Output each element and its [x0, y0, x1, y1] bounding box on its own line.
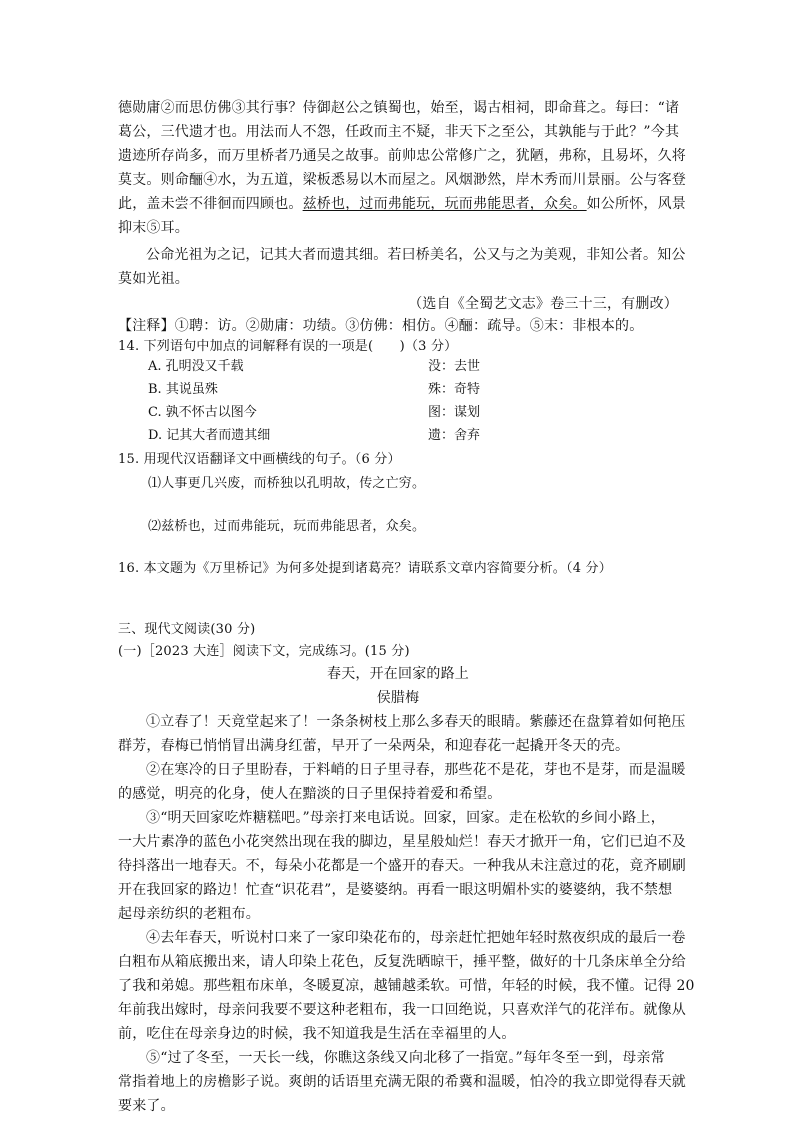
- passage-line: 莫支。则命酾④水，为五道，梁板悉易以木而屋之。风烟渺然，岸木秀而川景丽。公与客登: [118, 172, 686, 188]
- essay-title: 春天，开在回家的路上: [327, 666, 469, 682]
- passage-line: 德勋庸②而思仿佛③其行事？侍御赵公之镇蜀也，始至，谒古相祠，即命葺之。每曰：“诸: [118, 100, 680, 116]
- essay-line: 了我和弟媳。那些粗布床单，冬暖夏凉，越铺越柔软。可惜，年轻的时候，我不懂。记得 20: [118, 978, 695, 994]
- notes: 【注释】①聘：访。②勋庸：功绩。③仿佛：相仿。④酾：疏导。⑤末：非根本的。: [118, 318, 644, 334]
- essay-line: ⑤“过了冬至，一天长一线，你瞧这条线又向北移了一指宽。”每年冬至一到，母亲常: [146, 1050, 665, 1066]
- passage-text: 如公所怀，风景: [586, 196, 687, 212]
- question-15-item-1: ⑴人事更几兴废，而桥独以孔明故，传之亡穷。: [148, 476, 426, 491]
- question-16-stem: 16. 本文题为《万里桥记》为何多处提到诸葛亮？请联系文章内容简要分析。（4 分）: [118, 561, 612, 576]
- essay-author: 侯腊梅: [376, 690, 420, 706]
- passage-line: 遗迹所存尚多，而万里桥者乃通吴之故事。前帅忠公常修广之，犹陋，弗称，且易坏，久将: [118, 148, 686, 164]
- question-14-stem: 14. 下列语句中加点的词解释有误的一项是( )（3 分）: [118, 339, 458, 354]
- essay-line: 起母亲纺织的老粗布。: [118, 906, 260, 922]
- essay-line: ②在寒冷的日子里盼春，于料峭的日子里寻春，那些花不是花，芽也不是芽，而是温暖: [146, 762, 686, 778]
- option-b: B. 其说虽殊: [148, 382, 218, 397]
- essay-line: 的感觉，明亮的化身，使人在黯淡的日子里保持着爱和希望。: [118, 786, 502, 802]
- option-b-gloss: 殊：奇特: [428, 382, 481, 397]
- section-heading: 三、现代文阅读(30 分): [118, 622, 256, 637]
- essay-line: 白粗布从箱底搬出来，请人印染上花色，反复洗晒晾干，捶平整，做好的十几条床单全分给: [118, 954, 686, 970]
- passage-line: 抑末⑤耳。: [118, 220, 189, 236]
- underlined-sentence: 兹桥也，过而弗能玩，玩而弗能思者，众矣。: [302, 196, 587, 212]
- essay-line: 群芳，春梅已悄悄冒出满身红蕾，早开了一朵两朵，和迎春花一起撬开冬天的壳。: [118, 738, 630, 754]
- essay-line: 开在我回家的路边！忙查“识花君”，是婆婆纳。再看一眼这明媚朴实的婆婆纳，我不禁想: [118, 882, 673, 898]
- passage-text: 此，盖未尝不徘徊而四顾也。: [118, 196, 303, 212]
- option-c-gloss: 图：谋划: [428, 405, 481, 420]
- essay-line: 年前我出嫁时，母亲问我要不要这种老粗布，我一口回绝说，只喜欢洋气的花洋布。就像从: [118, 1002, 686, 1018]
- option-c: C. 孰不怀古以图今: [148, 405, 257, 420]
- essay-line: 待抖落出一地春天。不，每朵小花都是一个盛开的春天。一种我从未注意过的花，竟齐刷刷: [118, 858, 686, 874]
- option-a-gloss: 没：去世: [428, 359, 481, 374]
- essay-line: 要来了。: [118, 1098, 175, 1114]
- passage-paragraph: 公命光祖为之记，记其大者而遗其细。若曰桥美名，公又与之为美观，非知公者。知公: [146, 247, 686, 263]
- essay-line: ④去年春天，听说村口来了一家印染花布的，母亲赶忙把她年轻时熬夜织成的最后一卷: [146, 930, 686, 946]
- option-d: D. 记其大者而遗其细: [148, 428, 271, 443]
- passage-line: [118, 192, 687, 216]
- essay-line: 常指着地上的房檐影子说。爽朗的话语里充满无限的希冀和温暖，怕冷的我立即觉得春天就: [118, 1074, 686, 1090]
- essay-line: ③“明天回家吃炸糖糕吧。”母亲打来电话说。回家，回家。走在松软的乡间小路上，: [146, 810, 665, 826]
- essay-line: 一大片素净的蓝色小花突然出现在我的脚边，星星般灿烂！春天才掀开一角，它们已迫不及: [118, 834, 686, 850]
- passage-line: 莫如光祖。: [118, 271, 189, 287]
- option-d-gloss: 遗：舍弃: [428, 428, 481, 443]
- essay-line: ①立春了！天竟堂起来了！一条条树枝上那么多春天的眼睛。紫藤还在盘算着如何艳压: [146, 714, 686, 730]
- section-subheading: (一)［2023 大连］阅读下文，完成练习。(15 分): [118, 644, 410, 659]
- question-15-item-2: ⑵兹桥也，过而弗能玩，玩而弗能思者，众矣。: [148, 519, 426, 534]
- essay-line: 前，吃住在母亲身边的时候，我不知道我是生活在幸福里的人。: [118, 1026, 516, 1042]
- question-15-stem: 15. 用现代汉语翻译文中画横线的句子。（6 分）: [118, 452, 401, 467]
- source-citation: （选自《全蜀艺文志》卷三十三，有删改）: [408, 296, 678, 312]
- option-a: A. 孔明没又千载: [148, 359, 244, 374]
- passage-line: 葛公，三代遗才也。用法而人不怨，任政而主不疑，非天下之至公，其孰能与于此？”今其: [118, 124, 680, 140]
